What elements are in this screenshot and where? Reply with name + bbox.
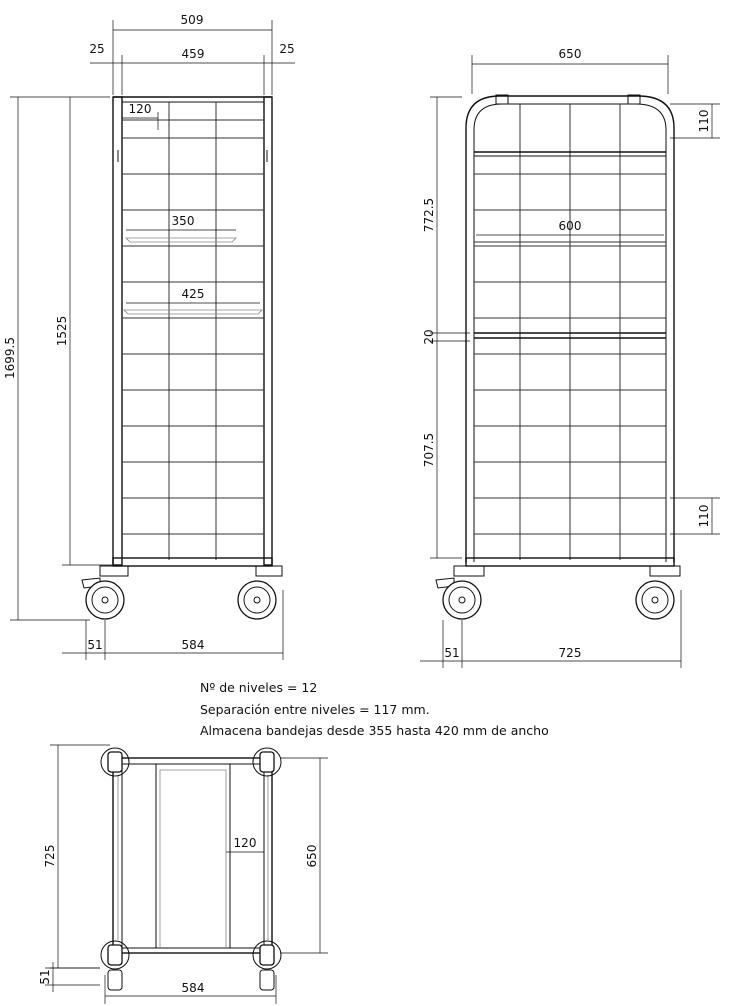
dim-side-lower-section: 707.5 <box>422 432 436 468</box>
top-caster-front-left <box>101 748 129 776</box>
side-left-caster <box>436 566 484 619</box>
side-view <box>420 47 720 668</box>
dim-side-wheel-offset: 51 <box>444 646 460 660</box>
specification-notes <box>200 680 549 738</box>
front-shelves <box>122 120 264 534</box>
front-view <box>3 13 295 660</box>
dim-top-wheel-offset: 51 <box>38 969 52 985</box>
dim-front-wheel-offset: 51 <box>87 638 103 652</box>
dim-front-total-height: 1699.5 <box>3 337 17 379</box>
dim-side-divider: 20 <box>422 329 436 345</box>
note-trays: Almacena bandejas desde 355 hasta 420 mm de ancho <box>200 723 549 738</box>
dim-side-inner-depth: 600 <box>558 219 582 233</box>
dim-side-wheelbase: 725 <box>558 646 582 660</box>
tray-small <box>126 238 236 242</box>
dim-front-width: 509 <box>180 13 204 27</box>
note-spacing: Separación entre niveles = 117 mm. <box>200 702 430 717</box>
dim-front-wheelbase: 584 <box>181 638 205 652</box>
dim-top-length: 725 <box>43 844 57 868</box>
dim-side-top-gap: 110 <box>697 109 711 133</box>
top-frame <box>113 758 272 953</box>
dim-tray-small: 350 <box>171 214 195 228</box>
dim-top-wheelbase: 584 <box>181 981 205 995</box>
front-right-post <box>264 97 272 565</box>
dim-top-wire-spacing: 120 <box>233 836 257 850</box>
dim-front-side-left: 25 <box>89 42 105 56</box>
dim-front-inner-width: 459 <box>181 47 205 61</box>
top-caster-front-right <box>253 748 281 776</box>
dim-front-frame-height: 1525 <box>55 315 69 347</box>
front-left-caster <box>82 566 128 619</box>
note-levels: Nº de niveles = 12 <box>200 680 318 695</box>
dim-side-upper-section: 772.5 <box>422 197 436 233</box>
dim-side-bottom-gap: 110 <box>697 504 711 528</box>
dim-side-depth: 650 <box>558 47 582 61</box>
tray-large <box>124 310 262 314</box>
top-view <box>38 745 328 1004</box>
dim-front-side-right: 25 <box>279 42 295 56</box>
dim-tray-large: 425 <box>181 287 205 301</box>
side-right-caster <box>636 566 680 619</box>
front-left-post <box>113 97 122 565</box>
dim-top-inner-length: 650 <box>305 844 319 868</box>
dim-front-wire-spacing: 120 <box>128 102 152 116</box>
